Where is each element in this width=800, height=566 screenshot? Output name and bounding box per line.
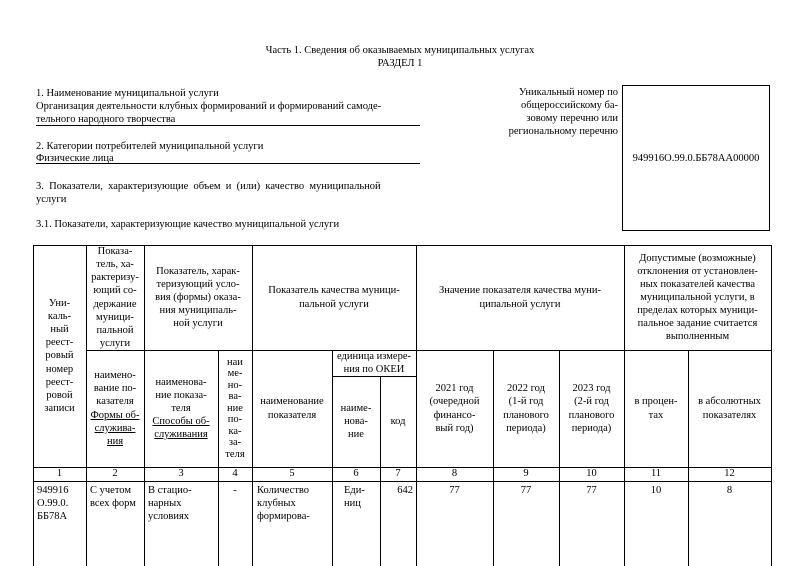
col7-unit-code-header: код	[390, 415, 406, 427]
col-content-indicator-header: Показа- тель, ха- рактеризу- ющий со- держание муници- пальной услуги	[91, 246, 139, 349]
unique-number-value: 949916О.99.0.ББ78АА00000	[632, 153, 760, 164]
unique-number-label: Уникальный номер по общероссийскому ба- зовому перечню или региональному перечню	[508, 87, 618, 138]
indicators-heading-line2: услуги	[36, 194, 67, 205]
col-conditions-indicator-header: Показатель, харак- теризующий усло- вия (формы) оказа- ния муниципаль- ной услуги	[155, 265, 241, 330]
service-name-value-line2: тельного народного творчества	[36, 114, 176, 125]
col-number: 12	[724, 468, 735, 480]
col6-unit-name-header: наиме- нова- ние	[340, 402, 372, 441]
divider	[36, 163, 420, 164]
col10-year-2023-header: 2023 год (2-й год планового периода)	[568, 383, 615, 434]
col-quality-indicator-header: Показатель качества муници- пальной услуги	[268, 285, 400, 310]
section-title: РАЗДЕЛ 1	[377, 58, 423, 69]
col5-indicator-name-header: наименование показателя	[260, 396, 324, 421]
unit-okei-header: единица измере- ния по ОКЕИ	[337, 350, 411, 375]
quality-heading: 3.1. Показатели, характеризующие качество муниципальной услуги	[36, 219, 340, 230]
col-registry-number-header: Уни- каль- ный реест- ровый номер реест- ровой записи	[44, 297, 75, 414]
category-value: Физические лица	[36, 153, 114, 164]
col-quality-value-header: Значение показателя качества муни- ципальной услуги	[439, 285, 601, 310]
category-label: 2. Категории потребителей муниципальной услуги	[36, 141, 264, 152]
service-name-value-line1: Организация деятельности клубных формирований и формирований самоде-	[36, 101, 382, 112]
col-number: 7	[395, 468, 401, 480]
service-name-label: 1. Наименование муниципальной услуги	[36, 88, 219, 99]
col-number: 11	[650, 468, 662, 480]
row-value-2022: 77	[520, 485, 532, 496]
part-title: Часть 1. Сведения об оказываемых муниципальных услугах	[265, 45, 535, 56]
col-number: 9	[523, 468, 529, 480]
row-quality-indicator-name: Количество клубных формирова-	[257, 485, 310, 523]
indicators-heading-line1: 3. Показатели, характеризующие объем и (или) качество муниципальной	[36, 181, 381, 192]
col-number: 4	[232, 468, 238, 480]
col-number: 3	[178, 468, 184, 480]
row-deviation-percent: 10	[650, 485, 662, 496]
col-number: 8	[451, 468, 458, 480]
col-number: 1	[56, 468, 63, 480]
row-value-2023: 77	[586, 485, 597, 496]
col4-indicator-name-header: наи ме- но- ва- ние по- ка- за- теля	[225, 356, 245, 460]
col-number: 10	[586, 468, 597, 480]
col8-year-2021-header: 2021 год (очередной финансо- вый год)	[429, 383, 480, 434]
col-allowed-deviation-header: Допустимые (возможные) отклонения от установлен- ных показателей качества муниципальной услуги, в пределах которых муници- пальное задание считается выполненным	[637, 252, 758, 343]
col3-indicator-name-header: наименова- ние показа- теля Способы об- служивания	[152, 376, 210, 441]
col-number: 5	[289, 468, 295, 480]
row-registry-number: 949916 О.99.0. ББ78А	[37, 485, 69, 523]
col9-year-2022-header: 2022 год (1-й год планового периода)	[503, 383, 549, 434]
col2-indicator-name-header: наимено- вание по- казателя Формы об- служива- ния	[90, 370, 140, 447]
row-content-indicator: С учетом всех форм	[90, 485, 136, 510]
row-conditions-indicator: В стацио- нарных условиях	[148, 485, 192, 523]
row-unit-code: 642	[397, 485, 413, 496]
row-deviation-absolute: 8	[726, 485, 733, 496]
divider	[36, 125, 420, 126]
col-number: 2	[112, 468, 118, 480]
col-number: 6	[353, 468, 359, 480]
row-unit-name: Еди- ниц	[344, 485, 365, 510]
row-col4: -	[233, 485, 237, 496]
col12-absolute-header: в абсолютных показателях	[698, 396, 761, 421]
row-value-2021: 77	[449, 485, 460, 496]
col11-percent-header: в процен- тах	[634, 396, 678, 421]
